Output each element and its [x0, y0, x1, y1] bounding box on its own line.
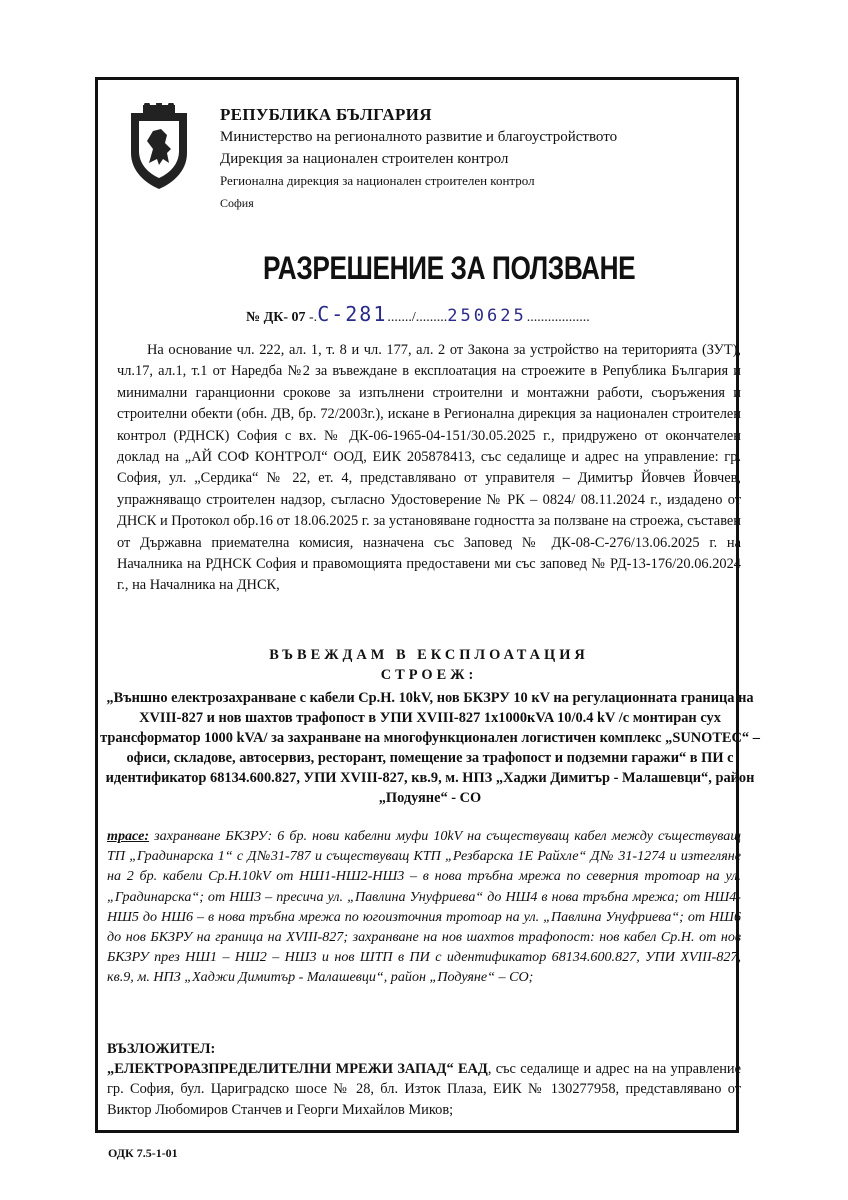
handwritten-date: 250625: [447, 306, 527, 326]
city-name: София: [220, 196, 254, 210]
construction-label: СТРОЕЖ:: [380, 667, 478, 683]
assignor-label: ВЪЗЛОЖИТЕЛ:: [107, 1041, 216, 1057]
coat-of-arms-icon: [123, 103, 195, 191]
commissioning-heading: [117, 645, 741, 685]
legal-basis: [117, 340, 741, 597]
directorate-name: Дирекция за национален строителен контрол: [220, 151, 509, 167]
project-description: „Външно електрозахранване с кабели Ср.Н. 10kV, нов БКЗРУ 10 кV на регулационната граница на XVIII-827 и нов шахтов трафопост в УПИ XVIII-827 1х1000кVA 10/0.4 kV /с монтиран сух трансформатор 1000 kVA/ за захранване на многофункционален логистичен комплекс „SUNOTEC“ – офиси, складове, автосервиз, ресторант, помещение за трафопост и подземни гаражи“ в ПИ с идентификатор 68134.600.827, УПИ XVIII-827, кв.9, м. НПЗ „Хаджи Димитър - Малашевци“, район „Подуяне“ - СО: [100, 690, 760, 806]
handwritten-number: С-281: [317, 302, 388, 326]
route-label: трасе:: [107, 828, 150, 844]
country-name: РЕПУБЛИКА БЪЛГАРИЯ: [220, 105, 432, 124]
legal-basis-paragraph: На основание чл. 222, ал. 1, т. 8 и чл. 177, ал. 2 от Закона за устройство на територията (ЗУТ), чл.17, ал.1, т.1 от Наредба №2 за въвеждане в експлоатация на строежите в Република България и минимални гаранционни срокове за изпълнени строителни и монтажни работи, съоръжения и строителни обекти (обн. ДВ, бр. 72/2003г.), искане в Регионална дирекция за национален строителен контрол (РДНСК) София с вх. № ДК-06-1965-04-151/30.05.2025 г., придружено от окончателен доклад на „АЙ СОФ КОНТРОЛ“ ООД, ЕИК 205878413, със седалище и адрес на управление: гр. София, ул. „Сердика“ № 22, ет. 4, представлявано от управителя – Димитър Йовчев Йовчев, упражняващо строителен надзор, съгласно Удостоверение № РК – 0824/ 08.11.2024 г., издадено от ДНСК и Протокол обр.16 от 18.06.2025 г. за установяване годността за ползване на строежа, съставен от Държавна приемателна комисия, назначена със Заповед № ДК-08-С-276/13.06.2025 г. на Началника на РДНСК София и правомощията предоставени ми със заповед № РД-13-176/20.06.2024 г., на Началника на ДНСК,: [117, 342, 741, 594]
assignor-details: [107, 1059, 741, 1120]
assignor-section: [107, 1039, 741, 1120]
document-title: РАЗРЕШЕНИЕ ЗА ПОЛЗВАНЕ: [263, 250, 636, 286]
route-description: [107, 826, 741, 988]
commissioning-line: ВЪВЕЖДАМ В ЕКСПЛОАТАЦИЯ: [269, 647, 589, 663]
route-text: захранване БКЗРУ: 6 бр. нови кабелни муфи 10kV на съществуващ кабел между съществуващ ТП „Градинарска 1“ с Д№31-787 и съществуващ КТП „Резбарска 1Е Райхле“ Д№ 31-1274 и изтегляне на 2 бр. кабели Ср.Н.10kV от НШ1-НШ2-НШ3 – в нова тръбна мрежа по северния тротоар на ул. „Градинарска“; от НШ3 – пресича ул. „Павлина Унуфриева“ до НШ4 в нова тръбна мрежа; от НШ4-НШ5 до НШ6 – в нова тръбна мрежа по югоизточния тротоар на ул. „Павлина Унуфриева“; от НШ6 до нов БКЗРУ на граница на XVIII-827; захранване на нов шахтов трафопост: нов кабел Ср.Н. от нов БКЗРУ през НШ1 – НШ2 – НШ3 и нов ШТП в ПИ с идентификатор 68134.600.827, УПИ XVIII-827, кв.9, м. НПЗ „Хаджи Димитър - Малашевци“, район „Подуяне“ – СО;: [107, 828, 741, 986]
ministry-name: Министерство на регионалното развитие и благоустройството: [220, 129, 618, 145]
permit-number: № ДК- 07 -.С-281......./.........250625..................: [246, 302, 590, 326]
permit-prefix: № ДК- 07: [246, 310, 306, 325]
assignor-text: , със седалище и адрес на на управление гр. София, бул. Цариградско шосе № 28, бл. Изток Плаза, ЕИК № 130277958, представлявано от Виктор Любомиров Станчев и Георги Михайлов Миков;: [107, 1061, 742, 1118]
assignor-name: „ЕЛЕКТРОРАЗПРЕДЕЛИТЕЛНИ МРЕЖИ ЗАПАД“ ЕАД: [107, 1061, 488, 1078]
regional-directorate-name: Регионална дирекция за национален строителен контрол: [220, 173, 535, 188]
issuer-header: [220, 104, 720, 214]
form-code: ОДК 7.5-1-01: [108, 1146, 178, 1160]
